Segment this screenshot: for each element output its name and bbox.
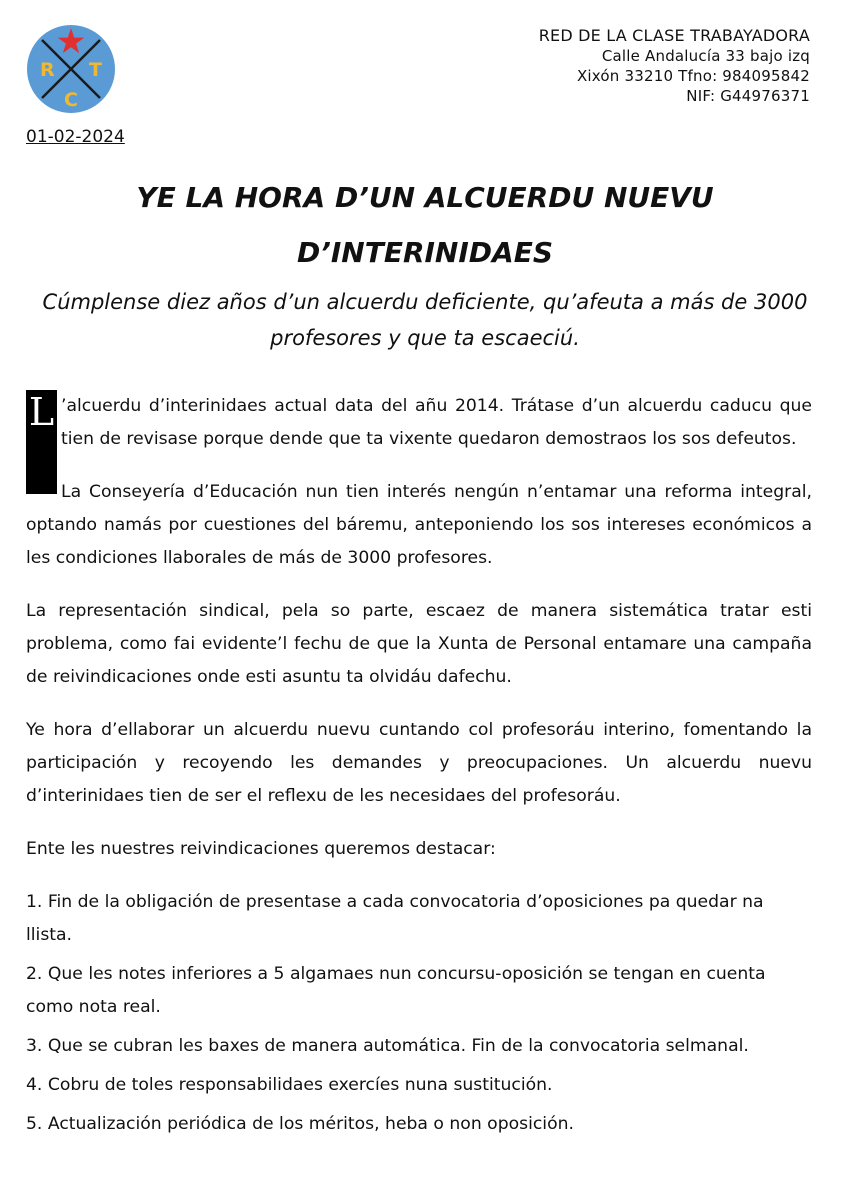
demand-item-4: 4. Cobru de toles responsabilidaes exercíes nuna sustitución. — [26, 1075, 553, 1095]
demands-intro: Ente les nuestres reivindicaciones queremos destacar: — [26, 839, 496, 859]
nif-line: NIF: G44976371 — [686, 87, 810, 105]
drop-cap: L — [26, 390, 57, 494]
paragraph-2: La Conseyería d’Educación nun tien interés nengún n’entamar una reforma integral, optando namás por cuestiones del báremu, anteponiendo los sos intereses económicos a les condiciones llaborales de más de 3000 profesores. — [26, 482, 812, 568]
paragraph-1-text: ’alcuerdu d’interinidaes actual data del añu 2014. Trátase d’un alcuerdu caducu que tien de revisase porque dende que ta vixente quedaron demostraos los sos defeutos. — [61, 396, 812, 449]
organization-name: RED DE LA CLASE TRABAYADORA — [538, 26, 810, 45]
address-line: Calle Andalucía 33 bajo izq — [601, 47, 810, 65]
paragraph-4: Ye hora d’ellaborar un alcuerdu nuevu cuntando col profesoráu interino, fomentando la participación y recoyendo les demandes y preocupaciones. Un alcuerdu nuevu d’interinidaes tien de ser el reflexu de les necesidaes del profesoráu. — [26, 720, 812, 806]
logo-letter-c: C — [64, 89, 78, 111]
paragraph-3: La representación sindical, pela so parte, escaez de manera sistemática tratar esti problema, como fai evidente’l fechu de que la Xunta de Personal entamare una campaña de reivindicaciones onde esti asuntu ta olvidáu dafechu. — [26, 601, 812, 687]
document-body — [26, 390, 812, 1147]
demand-item-3: 3. Que se cubran les baxes de manera automática. Fin de la convocatoria selmanal. — [26, 1036, 749, 1056]
document-subtitle: Cúmplense diez años d’un alcuerdu deficiente, qu’afeuta a más de 3000 profesores y que ta escaeciú. — [42, 290, 808, 350]
demand-item-1: 1. Fin de la obligación de presentase a cada convocatoria d’oposiciones pa quedar na llista. — [26, 892, 764, 945]
document-date: 01-02-2024 — [26, 127, 125, 147]
letterhead — [539, 26, 810, 106]
paragraph-1 — [26, 390, 812, 456]
logo-letter-r: R — [40, 59, 55, 81]
title-line-2: D’INTERINIDAES — [297, 236, 553, 269]
demand-item-2: 2. Que les notes inferiores a 5 algamaes nun concursu-oposición se tengan en cuenta como nota real. — [26, 964, 766, 1017]
organization-logo — [26, 24, 116, 114]
city-phone-line: Xixón 33210 Tfno: 984095842 — [576, 67, 810, 85]
title-line-1: YE LA HORA D’UN ALCUERDU NUEVU — [136, 181, 714, 214]
demand-item-5: 5. Actualización periódica de los méritos, heba o non oposición. — [26, 1114, 574, 1134]
logo-letter-t: T — [89, 59, 102, 81]
document-title — [0, 170, 850, 280]
